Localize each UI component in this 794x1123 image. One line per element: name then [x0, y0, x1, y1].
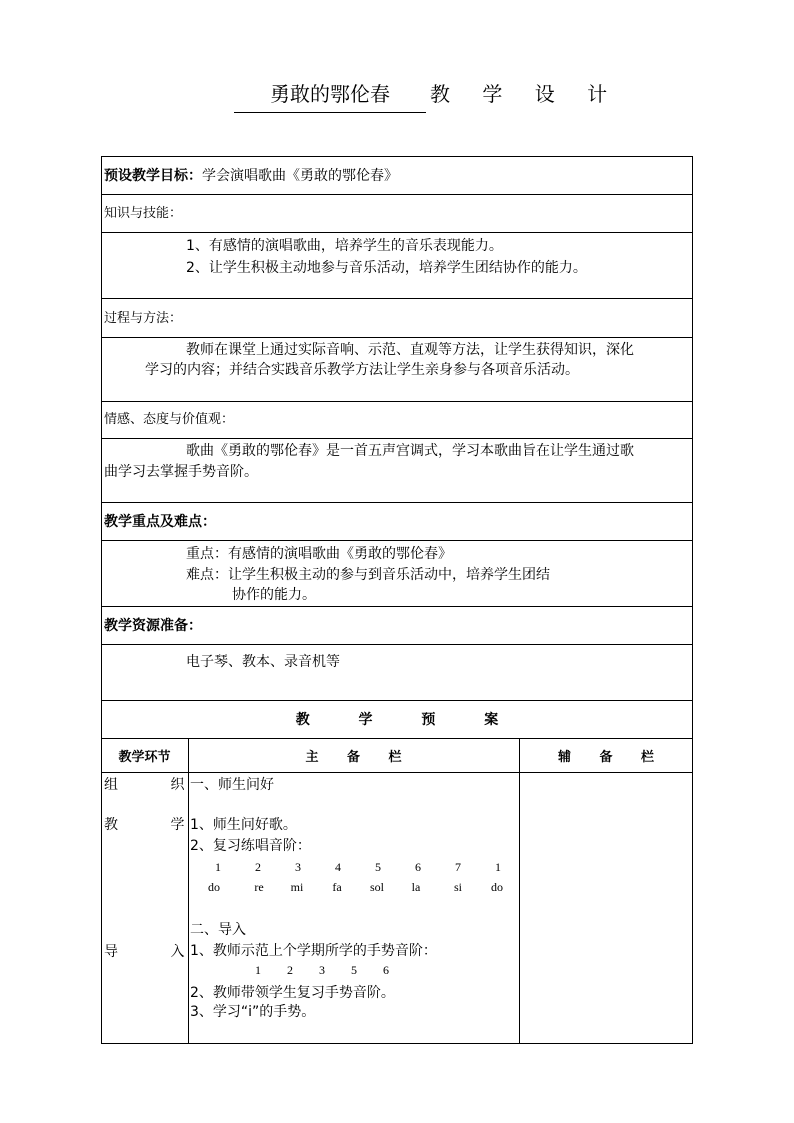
hand-scale-number: 5 — [351, 963, 357, 977]
scale-number: 7 — [455, 860, 461, 874]
stage-organize-1: 组 织 — [104, 777, 209, 793]
row-divider — [101, 298, 693, 299]
scale-number: 2 — [255, 860, 261, 874]
scale-number: 5 — [375, 860, 381, 874]
row-divider — [101, 438, 693, 439]
resources-text: 电子琴、教本、录音机等 — [186, 654, 340, 670]
row-divider — [101, 540, 693, 541]
focus-difficulty-2: 协作的能力。 — [232, 587, 316, 603]
scale-syllable: la — [411, 880, 421, 894]
process-line-1: 教师在课堂上通过实际音响、示范、直观等方法，让学生获得知识，深化 — [186, 342, 634, 358]
hand-scale-number: 2 — [287, 963, 293, 977]
row-divider — [101, 738, 693, 739]
goal-row — [104, 166, 398, 186]
section-2-heading: 二、导入 — [190, 922, 246, 938]
document-title — [0, 78, 794, 112]
scale-syllable: mi — [290, 880, 304, 894]
knowledge-item-1: 1、有感情的演唱歌曲，培养学生的音乐表现能力。 — [186, 238, 503, 254]
section-2-item-3: 3、学习“i”的手势。 — [190, 1004, 316, 1020]
section-1-item-1: 1、师生问好歌。 — [190, 817, 297, 833]
song-title: 勇敢的鄂伦春 — [234, 78, 426, 113]
scale-number: 6 — [415, 860, 421, 874]
process-line-2: 学习的内容；并结合实践音乐教学方法让学生亲身参与各项音乐活动。 — [145, 362, 579, 378]
row-divider — [101, 232, 693, 233]
emotion-label: 情感、态度与价值观： — [104, 412, 235, 427]
scale-syllable: do — [491, 880, 503, 894]
section-1-heading: 一、师生问好 — [190, 777, 274, 793]
hand-scale-number: 3 — [319, 963, 325, 977]
goal-label: 预设教学目标： — [104, 168, 202, 184]
row-divider — [101, 337, 693, 338]
row-divider — [101, 700, 693, 701]
scale-syllable: fa — [332, 880, 342, 894]
section-2-item-2: 2、教师带领学生复习手势音阶。 — [190, 985, 395, 1001]
emotion-line-1: 歌曲《勇敢的鄂伦春》是一首五声宫调式，学习本歌曲旨在让学生通过歌 — [186, 443, 634, 459]
focus-key: 重点：有感情的演唱歌曲《勇敢的鄂伦春》 — [186, 546, 452, 562]
focus-difficulty-1: 难点：让学生积极主动的参与到音乐活动中，培养学生团结 — [186, 567, 550, 583]
emotion-line-2: 曲学习去掌握手势音阶。 — [104, 464, 258, 480]
lesson-table — [101, 156, 693, 1044]
focus-label: 教学重点及难点： — [104, 514, 216, 530]
scale-number: 1 — [215, 860, 221, 874]
scale-syllable: sol — [369, 880, 384, 894]
process-label: 过程与方法： — [104, 311, 183, 326]
title-suffix: 教 学 设 计 — [430, 82, 621, 106]
knowledge-item-2: 2、让学生积极主动地参与音乐活动，培养学生团结协作的能力。 — [186, 260, 587, 276]
knowledge-label: 知识与技能： — [104, 206, 183, 221]
stage-intro: 导 入 — [104, 944, 209, 960]
scale-syllable: do — [208, 880, 220, 894]
scale-number: 1 — [495, 860, 501, 874]
col-main-header: 主 备 栏 — [305, 750, 414, 765]
col-aux-header: 辅 备 栏 — [557, 750, 667, 765]
scale-syllable: si — [453, 880, 462, 894]
row-divider — [101, 606, 693, 607]
column-divider — [519, 738, 520, 1044]
goal-text: 学会演唱歌曲《勇敢的鄂伦春》 — [202, 168, 398, 184]
scale-syllable: re — [254, 880, 264, 894]
scale-number: 4 — [335, 860, 341, 874]
hand-scale-number: 6 — [383, 963, 389, 977]
stage-organize-2: 教 学 — [104, 817, 209, 833]
resources-label: 教学资源准备： — [104, 618, 202, 634]
col-stage-header: 教学环节 — [118, 750, 171, 765]
row-divider — [101, 502, 693, 503]
row-divider — [101, 194, 693, 195]
row-divider — [101, 401, 693, 402]
section-1-item-2: 2、复习练唱音阶： — [190, 838, 311, 854]
scale-number: 3 — [295, 860, 301, 874]
section-2-item-1: 1、教师示范上个学期所学的手势音阶： — [190, 943, 437, 959]
hand-scale-number: 1 — [255, 963, 261, 977]
plan-title: 教 学 预 案 — [295, 712, 521, 728]
row-divider — [101, 644, 693, 645]
row-divider — [101, 772, 693, 773]
